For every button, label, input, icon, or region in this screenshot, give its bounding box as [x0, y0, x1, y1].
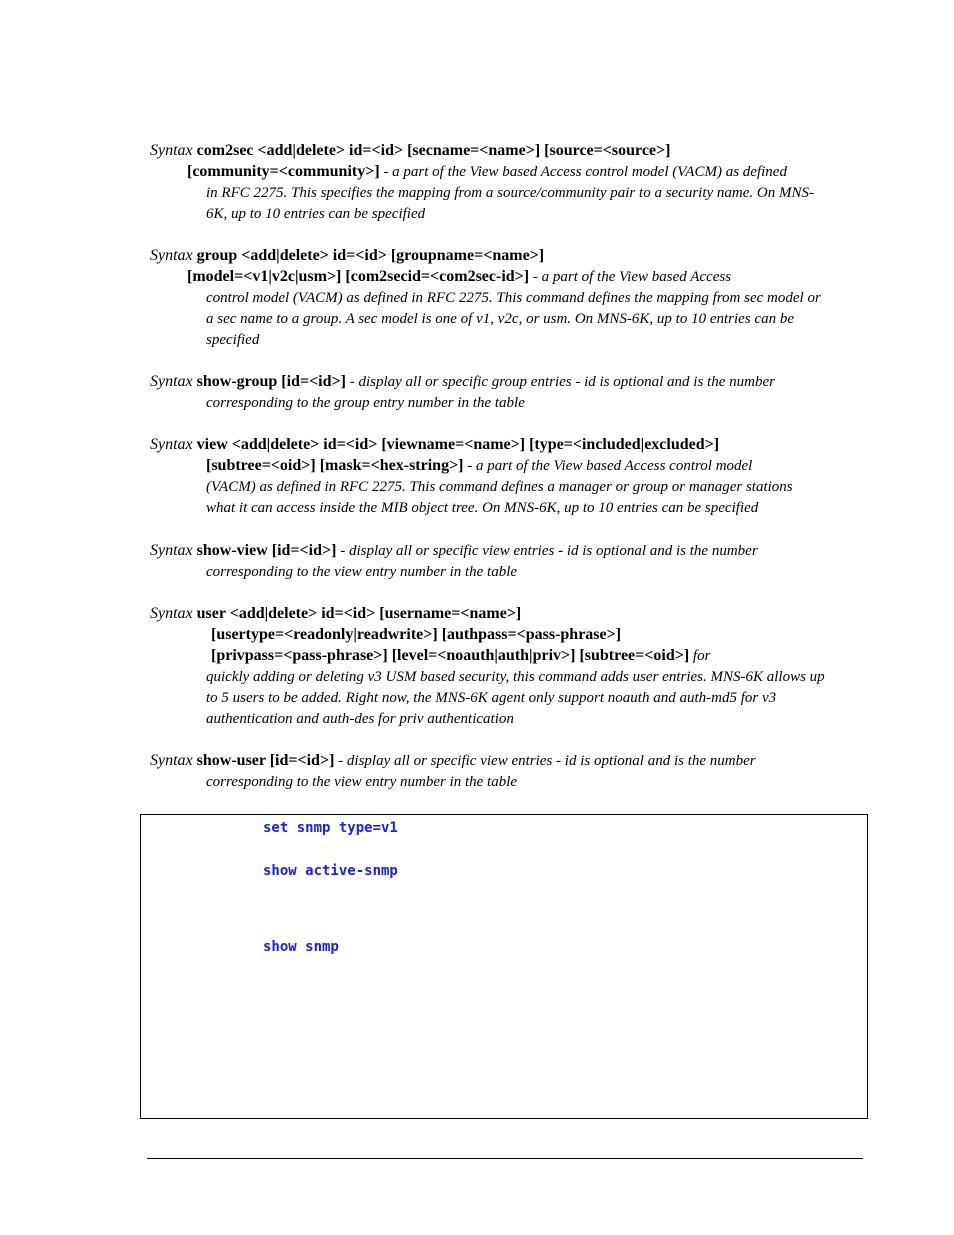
syntax-label: Syntax — [150, 542, 193, 559]
syntax-entry-view — [150, 434, 862, 519]
command-syntax: [privpass=<pass-phrase>] [level=<noauth|auth|priv>] [subtree=<oid>] — [211, 647, 690, 664]
syntax-label: Syntax — [150, 247, 193, 264]
command-description: specified — [206, 332, 260, 348]
command-syntax: view <add|delete> id=<id> [viewname=<name>] [type=<included|excluded>] — [196, 436, 720, 453]
syntax-label: Syntax — [150, 436, 193, 453]
cli-command: show active-snmp — [263, 863, 398, 879]
command-description: quickly adding or deleting v3 USM based security, this command adds user entries. MNS-6K allows up — [206, 669, 825, 685]
syntax-entry-show-view — [150, 540, 862, 583]
command-description: - a part of the View based Access control model — [463, 458, 753, 474]
syntax-entry-show-user — [150, 750, 862, 793]
command-syntax: user <add|delete> id=<id> [username=<name>] — [196, 605, 522, 622]
syntax-entry-user — [150, 603, 862, 730]
command-description: - display all or specific view entries - id is optional and is the number — [334, 753, 756, 769]
command-description: authentication and auth-des for priv authentication — [206, 711, 514, 727]
command-description: corresponding to the view entry number in the table — [206, 564, 518, 580]
cli-example-box — [140, 814, 868, 1119]
syntax-label: Syntax — [150, 142, 193, 159]
command-description: a sec name to a group. A sec model is one of v1, v2c, or usm. On MNS-6K, up to 10 entries can be — [206, 311, 794, 327]
command-syntax: com2sec <add|delete> id=<id> [secname=<name>] [source=<source>] — [196, 142, 671, 159]
command-description: corresponding to the group entry number in the table — [206, 395, 525, 411]
command-description: 6K, up to 10 entries can be specified — [206, 206, 426, 222]
command-description: - display all or specific group entries - id is optional and is the number — [345, 374, 775, 390]
command-syntax: [model=<v1|v2c|usm>] [com2secid=<com2sec-id>] — [187, 268, 530, 285]
command-description: - a part of the View based Access — [529, 269, 732, 285]
command-syntax: show-group [id=<id>] — [196, 373, 346, 390]
command-description: for — [689, 648, 711, 664]
command-description: corresponding to the view entry number in the table — [206, 774, 518, 790]
syntax-label: Syntax — [150, 373, 193, 390]
command-syntax: show-user [id=<id>] — [196, 752, 335, 769]
command-description: - display all or specific view entries - id is optional and is the number — [336, 543, 758, 559]
command-syntax: [subtree=<oid>] [mask=<hex-string>] — [206, 457, 464, 474]
syntax-entry-com2sec — [150, 140, 862, 225]
command-description: (VACM) as defined in RFC 2275. This command defines a manager or group or manager stations — [206, 479, 793, 495]
command-syntax: [community=<community>] — [187, 163, 380, 180]
cli-command: show snmp — [263, 939, 339, 955]
command-description: control model (VACM) as defined in RFC 2275. This command defines the mapping from sec model or — [206, 290, 821, 306]
cli-command: set snmp type=v1 — [263, 820, 398, 836]
syntax-label: Syntax — [150, 605, 193, 622]
syntax-label: Syntax — [150, 752, 193, 769]
command-description: in RFC 2275. This specifies the mapping from a source/community pair to a security name. On MNS- — [206, 185, 814, 201]
command-syntax: show-view [id=<id>] — [196, 542, 337, 559]
command-syntax: [usertype=<readonly|readwrite>] [authpass=<pass-phrase>] — [211, 626, 622, 643]
command-description: to 5 users to be added. Right now, the MNS-6K agent only support noauth and auth-md5 for v3 — [206, 690, 777, 706]
syntax-entry-group — [150, 245, 862, 351]
command-description: what it can access inside the MIB object tree. On MNS-6K, up to 10 entries can be specified — [206, 500, 759, 516]
footer-divider — [147, 1158, 863, 1159]
syntax-entry-show-group — [150, 371, 862, 414]
command-description: - a part of the View based Access control model (VACM) as defined — [379, 164, 787, 180]
command-syntax: group <add|delete> id=<id> [groupname=<name>] — [196, 247, 545, 264]
